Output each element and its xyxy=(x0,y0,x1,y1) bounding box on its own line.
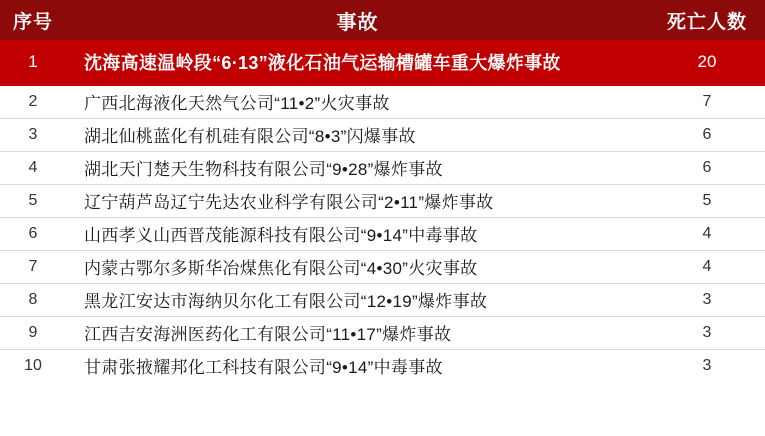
cell-index: 9 xyxy=(0,316,66,349)
cell-deaths: 3 xyxy=(649,349,765,382)
cell-deaths: 5 xyxy=(649,184,765,217)
cell-deaths: 4 xyxy=(649,217,765,250)
table-row xyxy=(0,217,765,250)
cell-deaths: 6 xyxy=(649,151,765,184)
cell-accident: 辽宁葫芦岛辽宁先达农业科学有限公司“2•11”爆炸事故 xyxy=(66,184,649,217)
table-row xyxy=(0,283,765,316)
cell-accident: 江西吉安海洲医药化工有限公司“11•17”爆炸事故 xyxy=(66,316,649,349)
cell-accident: 山西孝义山西晋茂能源科技有限公司“9•14”中毒事故 xyxy=(66,217,649,250)
table-row xyxy=(0,85,765,118)
cell-deaths: 20 xyxy=(649,40,765,85)
cell-index: 2 xyxy=(0,85,66,118)
cell-accident: 沈海高速温岭段“6·13”液化石油气运输槽罐车重大爆炸事故 xyxy=(66,40,649,85)
cell-accident: 甘肃张掖耀邦化工科技有限公司“9•14”中毒事故 xyxy=(66,349,649,382)
table-row xyxy=(0,349,765,382)
table-header xyxy=(0,0,765,40)
table-body xyxy=(0,40,765,382)
table-header-row xyxy=(0,0,765,40)
cell-accident: 湖北仙桃蓝化有机硅有限公司“8•3”闪爆事故 xyxy=(66,118,649,151)
table-row xyxy=(0,184,765,217)
cell-deaths: 7 xyxy=(649,85,765,118)
cell-index: 1 xyxy=(0,40,66,85)
table-row xyxy=(0,118,765,151)
column-header-accident: 事故 xyxy=(66,0,649,40)
table-row xyxy=(0,40,765,85)
cell-index: 3 xyxy=(0,118,66,151)
cell-index: 4 xyxy=(0,151,66,184)
cell-accident: 黑龙江安达市海纳贝尔化工有限公司“12•19”爆炸事故 xyxy=(66,283,649,316)
cell-accident: 内蒙古鄂尔多斯华冶煤焦化有限公司“4•30”火灾事故 xyxy=(66,250,649,283)
table-row xyxy=(0,250,765,283)
cell-index: 8 xyxy=(0,283,66,316)
column-header-index: 序号 xyxy=(0,0,66,40)
cell-accident: 湖北天门楚天生物科技有限公司“9•28”爆炸事故 xyxy=(66,151,649,184)
table-row xyxy=(0,151,765,184)
cell-deaths: 6 xyxy=(649,118,765,151)
cell-deaths: 3 xyxy=(649,283,765,316)
cell-deaths: 4 xyxy=(649,250,765,283)
cell-index: 6 xyxy=(0,217,66,250)
cell-accident: 广西北海液化天然气公司“11•2”火灾事故 xyxy=(66,85,649,118)
cell-index: 10 xyxy=(0,349,66,382)
cell-index: 7 xyxy=(0,250,66,283)
cell-index: 5 xyxy=(0,184,66,217)
column-header-deaths: 死亡人数 xyxy=(649,0,765,40)
table-row xyxy=(0,316,765,349)
cell-deaths: 3 xyxy=(649,316,765,349)
